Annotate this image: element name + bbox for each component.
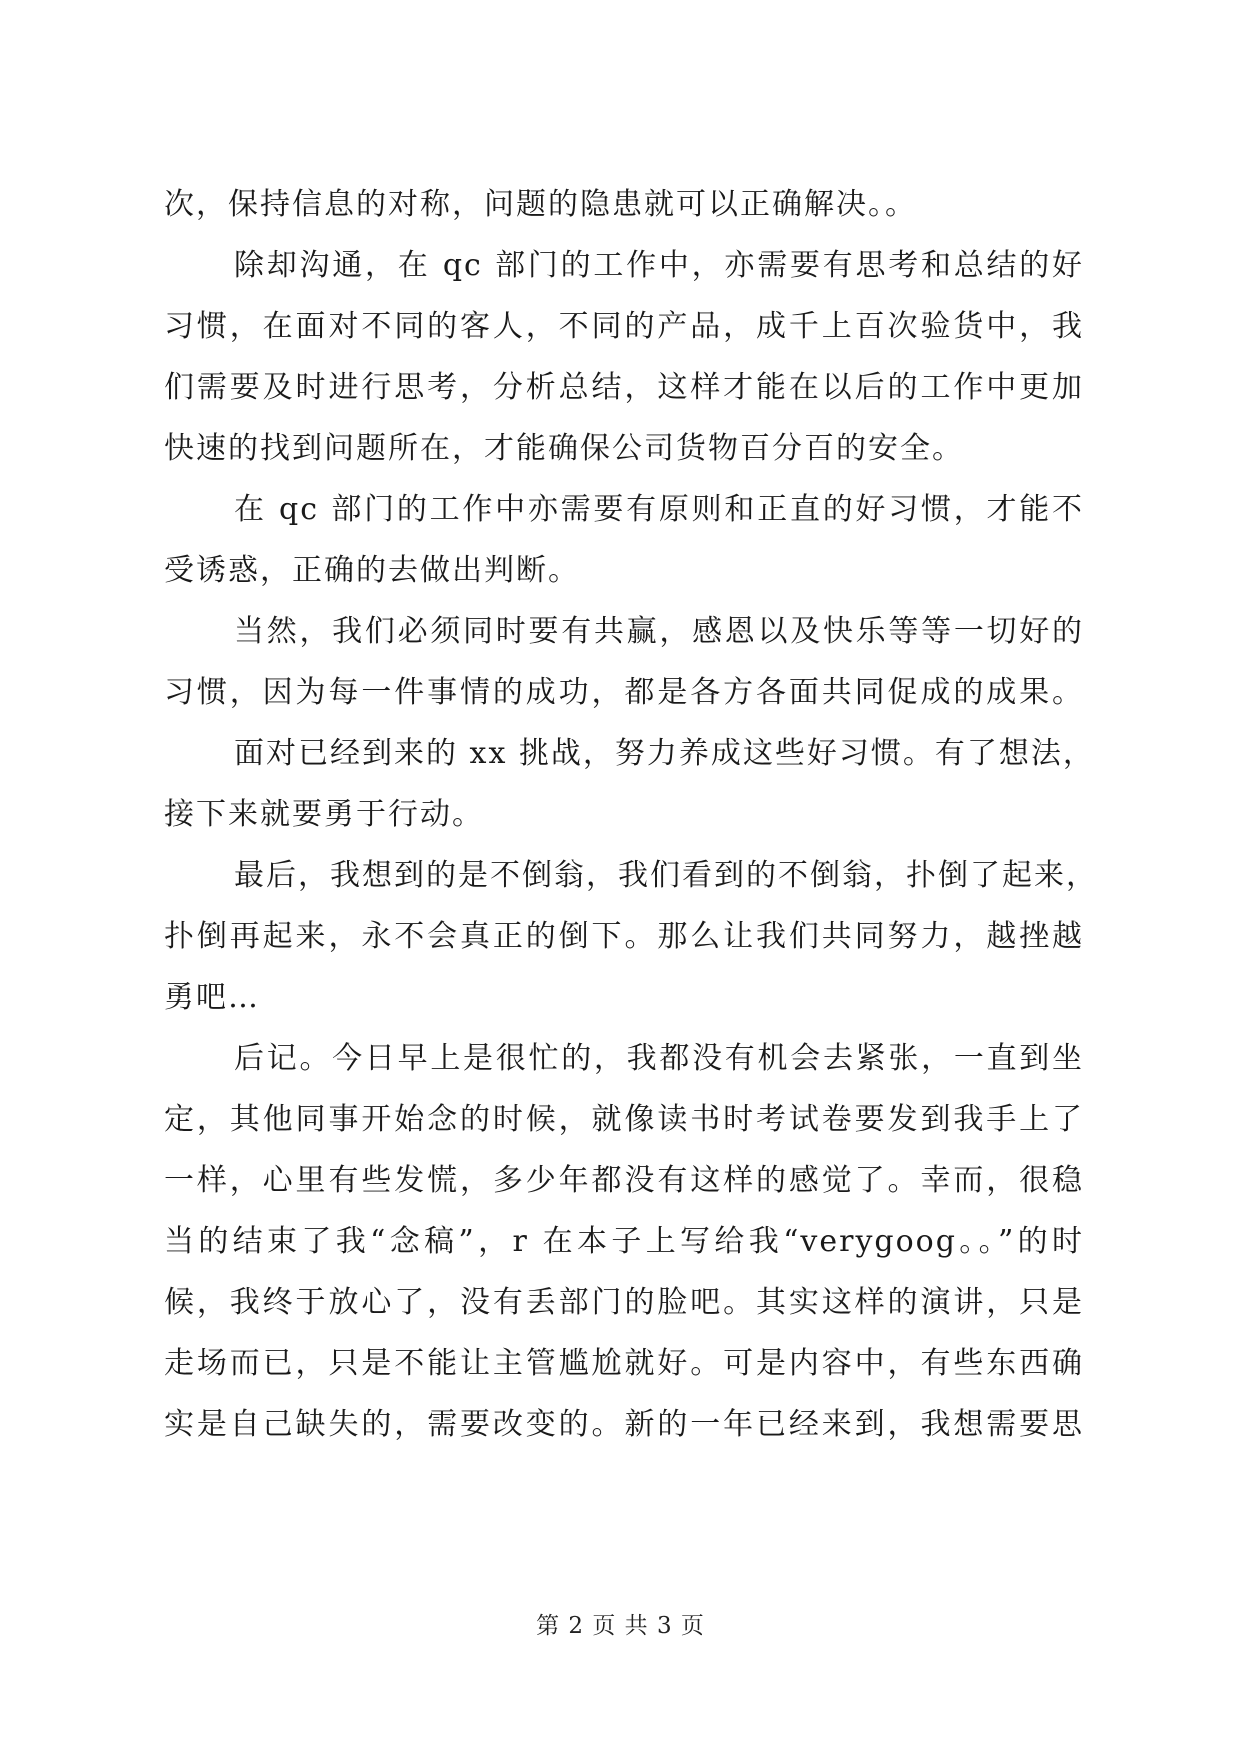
text-line: 扑倒再起来，永不会真正的倒下。那么让我们共同努力，越挫越 — [164, 919, 1084, 954]
text-line: 后记。今日早上是很忙的，我都没有机会去紧张，一直到坐 — [234, 1041, 1084, 1076]
text-line: 们需要及时进行思考，分析总结，这样才能在以后的工作中更加 — [164, 370, 1084, 405]
text-line: 走场而已，只是不能让主管尴尬就好。可是内容中，有些东西确 — [164, 1346, 1084, 1381]
text-line: 当然，我们必须同时要有共赢，感恩以及快乐等等一切好的 — [234, 614, 1084, 649]
body-text — [164, 174, 1098, 1455]
text-line: 当的结束了我“念稿”，r 在本子上写给我“verygoog。。”的时 — [164, 1224, 1084, 1259]
text-line: 接下来就要勇于行动。 — [164, 797, 484, 832]
text-line: 定，其他同事开始念的时候，就像读书时考试卷要发到我手上了 — [164, 1102, 1084, 1137]
text-line: 在 qc 部门的工作中亦需要有原则和正直的好习惯，才能不 — [234, 492, 1084, 527]
text-line: 一样，心里有些发慌，多少年都没有这样的感觉了。幸而，很稳 — [164, 1163, 1084, 1198]
text-line: 候，我终于放心了，没有丢部门的脸吧。其实这样的演讲，只是 — [164, 1285, 1084, 1320]
text-line: 快速的找到问题所在，才能确保公司货物百分百的安全。 — [164, 431, 964, 466]
text-line: 除却沟通，在 qc 部门的工作中，亦需要有思考和总结的好 — [234, 248, 1084, 283]
text-line: 最后，我想到的是不倒翁，我们看到的不倒翁，扑倒了起来， — [234, 858, 1098, 893]
page-number-footer: 第 2 页 共 3 页 — [536, 1613, 705, 1639]
text-line: 面对已经到来的 xx 挑战，努力养成这些好习惯。有了想法， — [234, 736, 1095, 771]
text-line: 实是自己缺失的，需要改变的。新的一年已经来到，我想需要思 — [164, 1407, 1084, 1442]
text-line: 勇吧… — [164, 980, 260, 1015]
text-line: 习惯，在面对不同的客人，不同的产品，成千上百次验货中，我 — [164, 309, 1084, 344]
text-line: 习惯，因为每一件事情的成功，都是各方各面共同促成的成果。 — [164, 675, 1084, 710]
text-line: 次，保持信息的对称，问题的隐患就可以正确解决。。 — [164, 187, 917, 222]
text-line: 受诱惑，正确的去做出判断。 — [164, 553, 580, 588]
